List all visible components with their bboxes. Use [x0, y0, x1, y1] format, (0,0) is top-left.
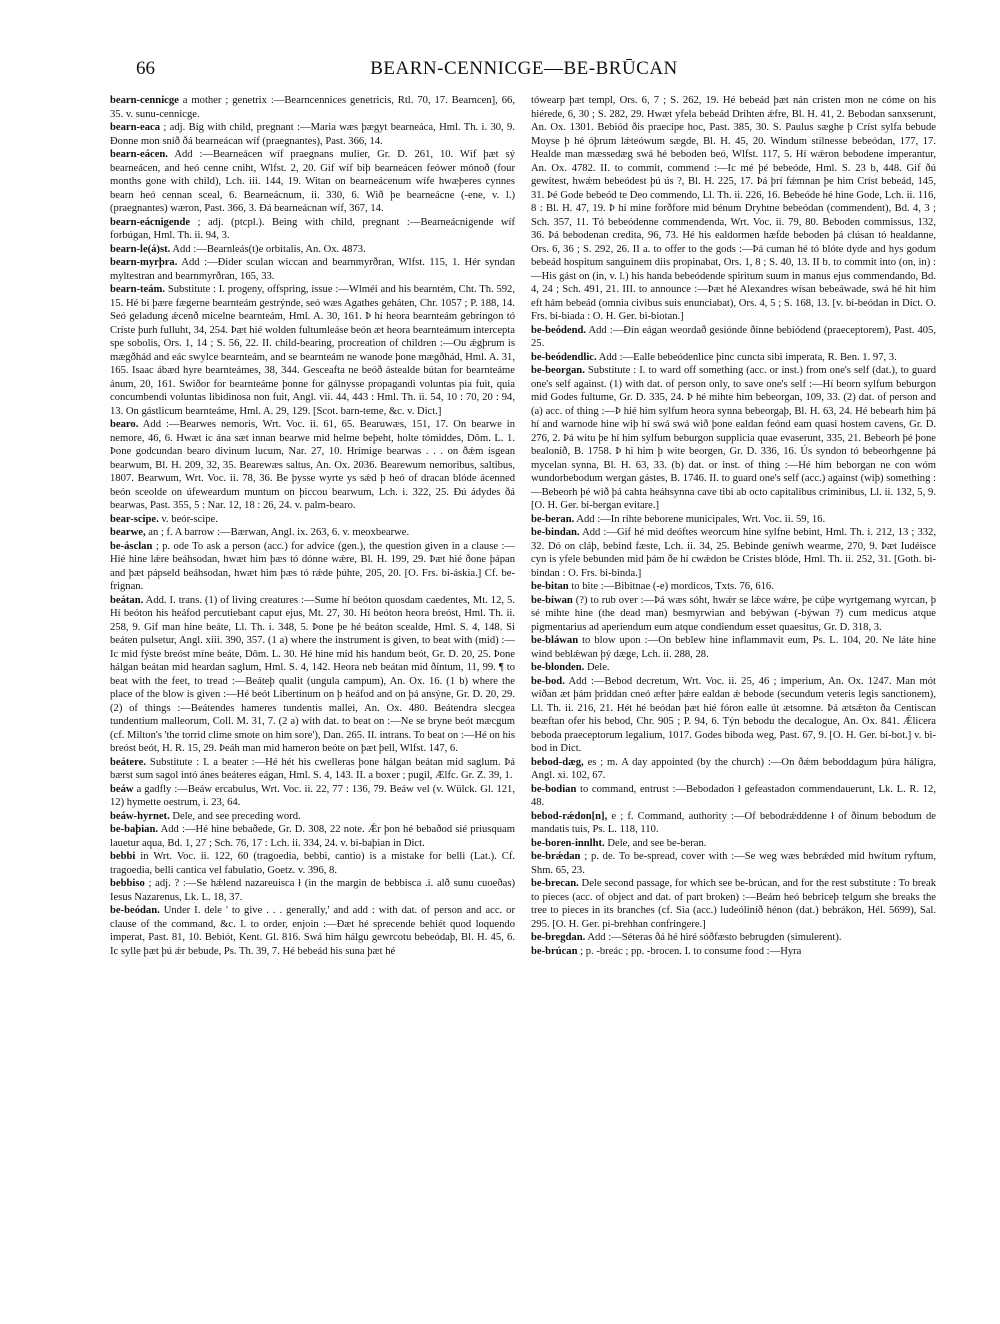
- dictionary-entry: [110, 283, 515, 418]
- dictionary-entry: [531, 675, 936, 756]
- entry-headword: bebod-dæg,: [531, 756, 584, 768]
- entry-headword: be-bod.: [531, 675, 565, 687]
- text-columns: [110, 94, 938, 958]
- dictionary-entry: [531, 661, 936, 675]
- entry-headword: bebod-rǽdon[n],: [531, 810, 608, 822]
- entry-text: ; adj. (ptcpl.). Being with child, pregnant :—Bearneácnigende wíf forbúgan, Hml. Th. ii. 94, 3.: [110, 216, 515, 241]
- entry-headword: be-beódan.: [110, 905, 160, 916]
- dictionary-entry: [110, 256, 515, 283]
- entry-text: Add :—Gif hé mid deóftes weorcum hine sylfne bebint, Hml. Th. i. 212, 13 ; 332, 32. Dó on cláþ, bebind fæste, Lch. ii. 34, 25. Bebinde geníwh wearme, 270, 9. Þæt Iudéisce cyn is yfele bebunden mid þám ðe hí cwǽdon be Cristes blóde, Hml. Th. ii. 252, 31. [Goth. bi-bindan : O. Frs. bi-binda.]: [531, 527, 936, 579]
- entry-text: Add :—Bearwes nemoris, Wrt. Voc. ii. 61, 65. Bearuwæs, 151, 17. On bearwe in nemore, 46, 6. Hwæt ic ána sæt innan bearwe mid helme beþeht, holte tómiddes, Dôm. L. 1. Þone godcundan bearo divinum lucum, Nar. 27, 10. Hrímige bearwas . . . on ðǽm ísgean bearwum, Bl. H. 209, 32, 35. Bearewæs saltus, An. Ox. 2036. Bearewum nemoribus, saltibus, 1807. Bearwum, Wrt. Voc. ii. 78, 36. Be þysse wyrte ys sǽd þ heó of dracan blóde ácenned beón sceolde on úfeweardum muntum on þiccou bearwum, Lch. i. 322, 25. Ðú ádydes ðá bearwas, Past. 355, 5 : Nar. 12, 18 : 26, 24. v. palm-bearo.: [110, 419, 515, 511]
- dictionary-entry: [531, 837, 936, 851]
- dictionary-entry: [531, 351, 936, 365]
- entry-headword: be-beódendlic.: [531, 351, 597, 363]
- entry-text: tówearp þæt templ, Ors. 6, 7 ; S. 262, 19. Hé bebeád þæt nán cristen mon ne cóme on his hiérede, 6, 30 ; S. 282, 29. Hwæt yfela bebeád Drihten ǽfre, Bl. H. 41, 2. Bebodan sanxserunt, An. Ox. 1301. Bebiód ðis praecipe hoc, Past. 385, 30. S. Paulus sæghe þ Críst sylfa bebude Moyse þ hé óþrum lǽteówum sægde, Bl. H. 45, 20. Windum stilnesse bebeódan, 177, 17. Healde man mæssedæg swá hé beboden beó, Wlfst. 117, 5. Hí wǽron bebodene imperantur, An. Ox. 4782. II. to commit, commend :—Ic mé þé bebeóde, Hml. S. 23 b, 448. Gif ðú gewitest, hwǽm bebeódest þú ús ?, Bl. H. 225, 17. Þá þrí fǽmnan þe him Críst bebeád, 145, 31. Þé Gode bebeód te Deo commendo, Ll. Th. ii. 226, 16. Bebeóde hé hine Gode, Lch. ii. 116, 8 : Bl. H. 47, 19. Þ hí mine forðfore mid bénum Dryhtne bebeódan (commendent), Bd. 4, 3 ; Sch. 357, 11. Tó bebeódenne commendenda, Wrt. Voc. ii. 79, 80. Beboden commissus, 132, 36. Þá bebodenan credita, 96, 73. Hé his ealdormen hæfde beboden þá clúsan tó healdanne, Ors. 6, 36 ; S. 292, 26. II a. to offer to the gods :—Þá cuman hé tó blóte dyde and hys godum bebeád hospitum sanguinem diis propinabat, Ors. 1, 8 ; S. 40, 13. II b. to commit into (on, in) :—His gást on (in, v. l.) his handa bebeódende spiritum suum in manus ejus commendando, Bd. 4, 24 ; Sch. 491, 21. III. to announce :—Þæt hé Alexandres wísan bebeáwade, swá hé hit him eft hám bebeád (omnia civibus suis enunciabat), Ors. 4, 5 ; S. 168, 13. [v. bi-beódan in Dict. O. Frs. bi-biada : O. H. Ger. bi-biotan.]: [531, 95, 936, 322]
- dictionary-entry: [110, 904, 515, 958]
- dictionary-entry: [531, 850, 936, 877]
- entry-headword: be-boren-innlht.: [531, 837, 605, 849]
- dictionary-entry: [110, 243, 515, 257]
- dictionary-entry: [531, 526, 936, 580]
- entry-text: Dele, and see be-beran.: [607, 837, 707, 849]
- entry-headword: beáw-hyrnet.: [110, 810, 170, 822]
- entry-text: es ; m. A day appointed (by the church) :—On ðǽm beboddagum þúra hálígra, Angl. xi. 102, 67.: [531, 756, 936, 781]
- entry-headword: bearn-le(á)st.: [110, 243, 171, 255]
- dictionary-entry: [531, 877, 936, 931]
- entry-text: Substitute : I. progeny, offspring, issue :—Wlméi and his bearntém, Cht. Th. 592, 15. Hé bi þære fægerne bearnteám gestrýnde, seó wæs Agathes geháten, Chr. 1057 ; P. 188, 14. Seó geladung ǽcenð micelne bearnteám, Hml. A. 30, 161. Þ hí heora bearnteám gebringon tó Críste þurh fulluht, 34, 254. Þæt hié wolden fultumleáse beón æt heora bearnteámum intercepta spe sobolis, Ors. 1, 14 ; S. 56, 22. II. child-bearing, procreation of children :—Ou ǽgþrum is mægðhád and eác swylce bearnteám, and se bearnteám ne wanode þone mægðhád, Hml. A. 31, 165. Isaac ábæd hyre bearnteámes, 38, 344. Gesceafta ne beóð ástealde bútan for bearnteáme ánum, 20, 161. Swiðor for bearnteáme þonne for gálnysse propagandi voluntas pia fuit, quia concumbendi voluntas libidinosa non fuit, Angl. vii. 44, 443 : Hml. Th. ii. 54, 10 : 70, 20 : 94, 13. On gástlicum bearnteáme, Hml. A. 29, 129. [Scot. barn-teme, &c. v. Dict.]: [110, 284, 515, 417]
- entry-headword: be-brecan.: [531, 878, 579, 889]
- entry-text: an ; f. A barrow :—Bærwan, Angl. ix. 263, 6. v. meoxbearwe.: [148, 527, 410, 538]
- entry-headword: be-bregdan.: [531, 932, 586, 943]
- dictionary-entry: [110, 756, 515, 783]
- entry-text: Add :—In rihte beborene municipales, Wrt. Voc. ii. 59, 16.: [576, 513, 826, 525]
- dictionary-entry: [110, 121, 515, 148]
- dictionary-entry: [531, 756, 936, 783]
- running-head: [110, 58, 938, 88]
- entry-text: ; adj. Big with child, pregnant :—Maria wæs þægyt bearneáca, Hml. Th. i. 30, 9. Ðonne mon sníð ðá bearneácan wíf (praegnantes), Past. 366, 14.: [110, 122, 515, 147]
- entry-headword: be-ásclan: [110, 540, 153, 552]
- entry-text: ; p. -breác ; pp. -brocen. I. to consume food :—Hyra: [580, 945, 802, 957]
- entry-text: e ; f. Command, authority :—Of bebodrǽddenne ł of ðinum bebodum de mandatis tuis, Ps. L. 118, 110.: [531, 810, 936, 835]
- entry-headword: beáw: [110, 783, 134, 795]
- page-title: BEARN-CENNICGE—BE-BRŪCAN: [370, 58, 678, 79]
- entry-headword: bearn-eácen.: [110, 149, 168, 160]
- dictionary-entry: [110, 148, 515, 216]
- entry-text: ; p. de. To be-spread, cover with :—Se weg wæs bebrǽded mid hwítum ryftum, Shm. 65, 23.: [531, 851, 936, 876]
- entry-headword: beátere.: [110, 756, 146, 768]
- dictionary-entry: [110, 810, 515, 824]
- dictionary-entry: [531, 783, 936, 810]
- dictionary-entry: [531, 810, 936, 837]
- left-column: [110, 94, 515, 958]
- dictionary-entry: [531, 931, 936, 945]
- entry-headword: bebbiso: [110, 878, 145, 889]
- entry-headword: bearo.: [110, 419, 139, 430]
- entry-headword: be-bitan: [531, 581, 569, 592]
- entry-headword: bebbi: [110, 851, 136, 862]
- entry-text: (?) to rub over :—Þá wæs sóht, hwǽr se lǽce wǽre, þe cúþe wyrtgemang wyrcan, þ sé mihte hine (the dead man) besmyrwian and bebýwan (-býwan ?) cum medicus atque pigmentarius ad aperiendum eum atque condiendum esset quaesitus, Gr. D. 318, 3.: [531, 594, 936, 633]
- entry-headword: bearn-eaca: [110, 122, 161, 133]
- right-column: [531, 94, 936, 958]
- dictionary-entry: [110, 783, 515, 810]
- entry-text: Substitute : I. a beater :—Hé hét his cwelleras þone hálgan beátan mid saglum. Þá bærst sum sagol intó ánes beáteres eágan, Hml. S. 4, 143. II. a boxer ; pugil, Ælfc. Gr. Z. 39, 1.: [110, 756, 515, 781]
- entry-text: to command, entrust :—Bebodadon ł gefeastadon commendauerunt, Lk. L. R. 12, 48.: [531, 783, 936, 808]
- entry-text: Add :—Bearneácen wíf praegnans mulier, Gr. D. 261, 10. Wíf þæt sý bearneácen, and heó cenne cniht, Wlfst. 2, 20. Gif wíf biþ bearneácen feówer mónoð (four months gone with child), Lch. iii. 144, 19. Witan on bearneácenum wífe hwæþeres cynnes bearn heó cennan sceal, 6. Bearneácnum, ii. 330, 6. Wið þe bearneácne (-ene, v. l.) (praegnantes) wæron, Past. 366, 3. Ðá bearneácnan wíf, 367, 14.: [110, 149, 515, 214]
- dictionary-entry: [110, 94, 515, 121]
- dictionary-entry: [531, 94, 936, 324]
- entry-text: a mother ; genetrix :—Bearncennices genetricis, Rtl. 70, 17. Bearncen], 66, 35. v. sunu-cennicge.: [110, 95, 515, 120]
- page-number: 66: [136, 58, 155, 79]
- entry-text: to bite :—Bibitnae (-e) mordicos, Txts. 76, 616.: [571, 581, 774, 592]
- entry-headword: be-beorgan.: [531, 365, 585, 376]
- entry-headword: beátan.: [110, 594, 144, 606]
- entry-headword: be-bláwan: [531, 635, 579, 646]
- entry-headword: be-biwan: [531, 594, 573, 606]
- entry-headword: bearn-myrþra.: [110, 257, 178, 268]
- entry-headword: be-baþian.: [110, 824, 158, 835]
- dictionary-entry: [110, 526, 515, 540]
- entry-text: Add :—Ðín eágan weordað gesiónde ðinne bebiódend (praeceptorem), Past. 405, 25.: [531, 324, 936, 349]
- entry-text: v. beór-scipe.: [161, 513, 218, 525]
- entry-text: Add :—Ealle bebeódenlice þinc cuncta sibi imperata, R. Ben. 1. 97, 3.: [598, 351, 897, 363]
- entry-text: Under I. dele ' to give . . . generally,' and add : with dat. of person and acc. or clause of the command, &c. I. to order, enjoin :—Ðæt hé sprecende behiét quod loquendo imperat, Past. 81, 10. Bebiót, Kent. Gl. 816. Swá him hálgu gewrcotu bebeódaþ, Bl. H. 45, 6. Ic sylle þæt þú ǽr bebude, Ps. Th. 39, 7. Hé bebeád his suna þæt hé: [110, 905, 515, 957]
- entry-text: to blow upon :—On beblew hine inflammavit eum, Ps. L. 104, 20. Ne láte hine wind beblǽwan þý dæge, Lch. ii. 288, 28.: [531, 635, 936, 660]
- entry-text: ; p. ode To ask a person (acc.) for advice (gen.), the question given in a clause :—Hié hine lǽre beáhsodan, hwæt him þæs tó dónne wǽre, Bl. H. 199, 29. Þæt hié ðone þápan and þæt pápseld beáhsodan, hwæt him þæs tó rǽde þúhte, 205, 20. [O. Frs. bi-áskia.] Cf. be-frignan.: [110, 540, 515, 592]
- dictionary-entry: [110, 877, 515, 904]
- entry-headword: be-bindan.: [531, 527, 580, 538]
- entry-headword: bearn-eácnigende: [110, 216, 191, 228]
- entry-headword: bearn-cennicge: [110, 95, 179, 106]
- entry-text: Add :—Séteras ðá hé hiré sóðfæsto bebrugden (simulerent).: [587, 932, 842, 943]
- entry-text: Add. I. trans. (1) of living creatures :—Sume hí beóton quosdam caedentes, Mt. 12, 5. Hí beóton his heáfod percutiebant caput ejus, Mt. 27, 30. Hí beóton heora breóst, Hml. Th. ii. 258, 9. Gif man hine beáte, Ll. Th. i. 348, 5. Þone þe hé beáton scealde, Hml. S. 4, 148. Si beáten pulsetur, Angl. xiii. 390, 357. (1 a) where the instrument is given, to beat with (mid) :—Ic mid fýste breóst míne beáte, Dôm. L. 30. Hé hine mid his handum beót, Gr. D. 20, 25. Þone hálgan beátan mid heardan saglum, Hml. S. 4, 142. Heora neb beátan mid ðíntum, 11, 99. ¶ to beat with the feet, to tread :—Beáteþ qualit (ungula campum), An. Ox. 16. (1 b) where the place of the blow is given :—Hé beót Libertinum on þ heáfod and on þá ansýne, Gr. D. 20, 29. (2) of things :—Beátendes hameres tundentis mallei, An. Ox. 480. Beátendra slecgea tundentium malleorum, Coll. M. 31, 7. (2 a) with dat. to beat on :—Ne se bryne beót mæcgum (cf. Milton's 'the torrid clime smote on him sore'), Dan. 265. II. intrans. To beat on :—Hé on his breóst beót, H. R. 15, 29. Þeáh man mid hameron beóte on þæt þell, Wlfst. 147, 6.: [110, 594, 515, 754]
- entry-text: Dele, and see preceding word.: [172, 810, 301, 822]
- entry-text: Add :—Ðider sculan wiccan and bearnmyrðran, Wlfst. 115, 1. Hér syndan myltestran and bearnmyrðran, 165, 33.: [110, 257, 515, 282]
- dictionary-entry: [531, 594, 936, 635]
- dictionary-entry: [531, 364, 936, 513]
- entry-text: Dele second passage, for which see be-brúcan, and for the rest substitute : To break to pieces (acc. of object and dat. of part broken) :—Beám heó bebriceþ telgum she breaks the tree to pieces in its branches (cf. Sia (acc.) ludeóliníð hénon (dat.) bebrákon, Hél. 5699), Sal. 295. [O. H. Ger. pi-brehhan confringere.]: [531, 878, 936, 930]
- dictionary-entry: [531, 634, 936, 661]
- entry-text: Add :—Bearnleás(t)e orbitalis, An. Ox. 4873.: [172, 243, 366, 255]
- dictionary-entry: [110, 540, 515, 594]
- dictionary-entry: [110, 850, 515, 877]
- entry-headword: be-beran.: [531, 513, 575, 525]
- entry-text: Add :—Hé hine bebaðede, Gr. D. 308, 22 note. Ǽr þon hé bebaðod sié priusquam lauetur aqua, Bd. 1, 27 ; Sch. 76, 17 : Lch. ii. 334, 24. v. bi-baþian in Dict.: [110, 824, 515, 849]
- entry-headword: bearn-teám.: [110, 284, 166, 295]
- dictionary-entry: [110, 513, 515, 527]
- entry-text: ; adj. ? :—Se hǽlend nazareuisca ł (in the margin de bebbisca .i. alð sunu cuoeðas) Iesus Nazarenus, Lk. L. 18, 37.: [110, 878, 515, 903]
- entry-text: in Wrt. Voc. ii. 122, 60 (tragoedia, bebbi, cantio) is a mistake for belli (Lat.). Cf. tragoedia, belli cantica vel fabulatio, Goetz. v. 396, 8.: [110, 851, 515, 876]
- entry-headword: bear-scipe.: [110, 513, 159, 525]
- dictionary-entry: [531, 324, 936, 351]
- dictionary-entry: [110, 594, 515, 756]
- entry-text: Substitute : I. to ward off something (acc. or inst.) from one's self (dat.), to guard one's self against. (1) with dat. of person only, to save one's self :—Hí beorn sylfum beburgon mid Godes fultume, Gr. D. 335, 24. Þ hé mihte him bebeorgan, 109, 33. (2) dat. of person and (a) acc. of thing :—Þ hié him sylfum heora synna bebeorgaþ, Bl. H. 63, 24. Hé bebearh him þá hí and warnode hine wiþ hí swá swá wið þone ealdan feónd eam quasi hostem cavens, Gr. D. 276, 2. Þá witu þe hí him sylfum beburgon supplicia quae evaserunt, 335, 21. Bebeorh þé þone bealonið, B. 1758. Þ hi him þ wite beorgen, Gr. D. 336, 16. Ús syndon tó bebeorhgenne þá mycelan synna, Bl. H. 63, 33. (b) dat. or inst. of thing :—Hé him beborgan ne con wóm wundorbebodum wergan gástes, B. 1746. II. to guard one's self (acc.) against (wiþ) something :—Bebeorh þé wið þá cahta heáhsynna cave tibi ab octo capitalibus criminibus, Ll. ii. 132, 5, 9. [O. H. Ger. bi-bergan evitare.]: [531, 365, 936, 511]
- entry-headword: be-beódend.: [531, 324, 587, 336]
- entry-headword: be-brúcan: [531, 945, 578, 957]
- dictionary-entry: [531, 945, 936, 959]
- dictionary-entry: [110, 418, 515, 513]
- entry-headword: be-bodian: [531, 783, 577, 795]
- entry-text: Dele.: [586, 662, 610, 673]
- dictionary-entry: [110, 216, 515, 243]
- entry-headword: be-blonden.: [531, 662, 585, 673]
- entry-text: a gadfly :—Beáw ercabulus, Wrt. Voc. ii. 22, 77 : 136, 79. Beáw vel (v. Wülck. Gl. 121, 12) hymette oestrum, i. 23, 64.: [110, 783, 515, 808]
- entry-headword: be-brǽdan: [531, 851, 581, 862]
- entry-headword: bearwe,: [110, 527, 146, 538]
- dictionary-entry: [531, 580, 936, 594]
- dictionary-entry: [531, 513, 936, 527]
- entry-text: Add :—Bebod decretum, Wrt. Voc. ii. 25, 46 ; imperium, An. Ox. 1247. Man mót wiðan æt þám þriddan cneó æfter þǽre ealdan ǽ bebode (secundum veteris legis sanctionem), Ll. Th. ii. 216, 21. Hét hé beódan þæt hié fóron ealle út ætsomne. Þá ætsǽton ða Centiscan beæftan ofer his bebod, Chr. 905 ; P. 94, 6. Týn bebodu the decalogue, An. Ox. 841. Ǽlicera beboda praeceptorum legalium, 1017. Godes biboda weg, Past. 67, 9. [O. H. Ger. bi-bot.] v. bi-bod in Dict.: [531, 675, 936, 754]
- dictionary-entry: [110, 823, 515, 850]
